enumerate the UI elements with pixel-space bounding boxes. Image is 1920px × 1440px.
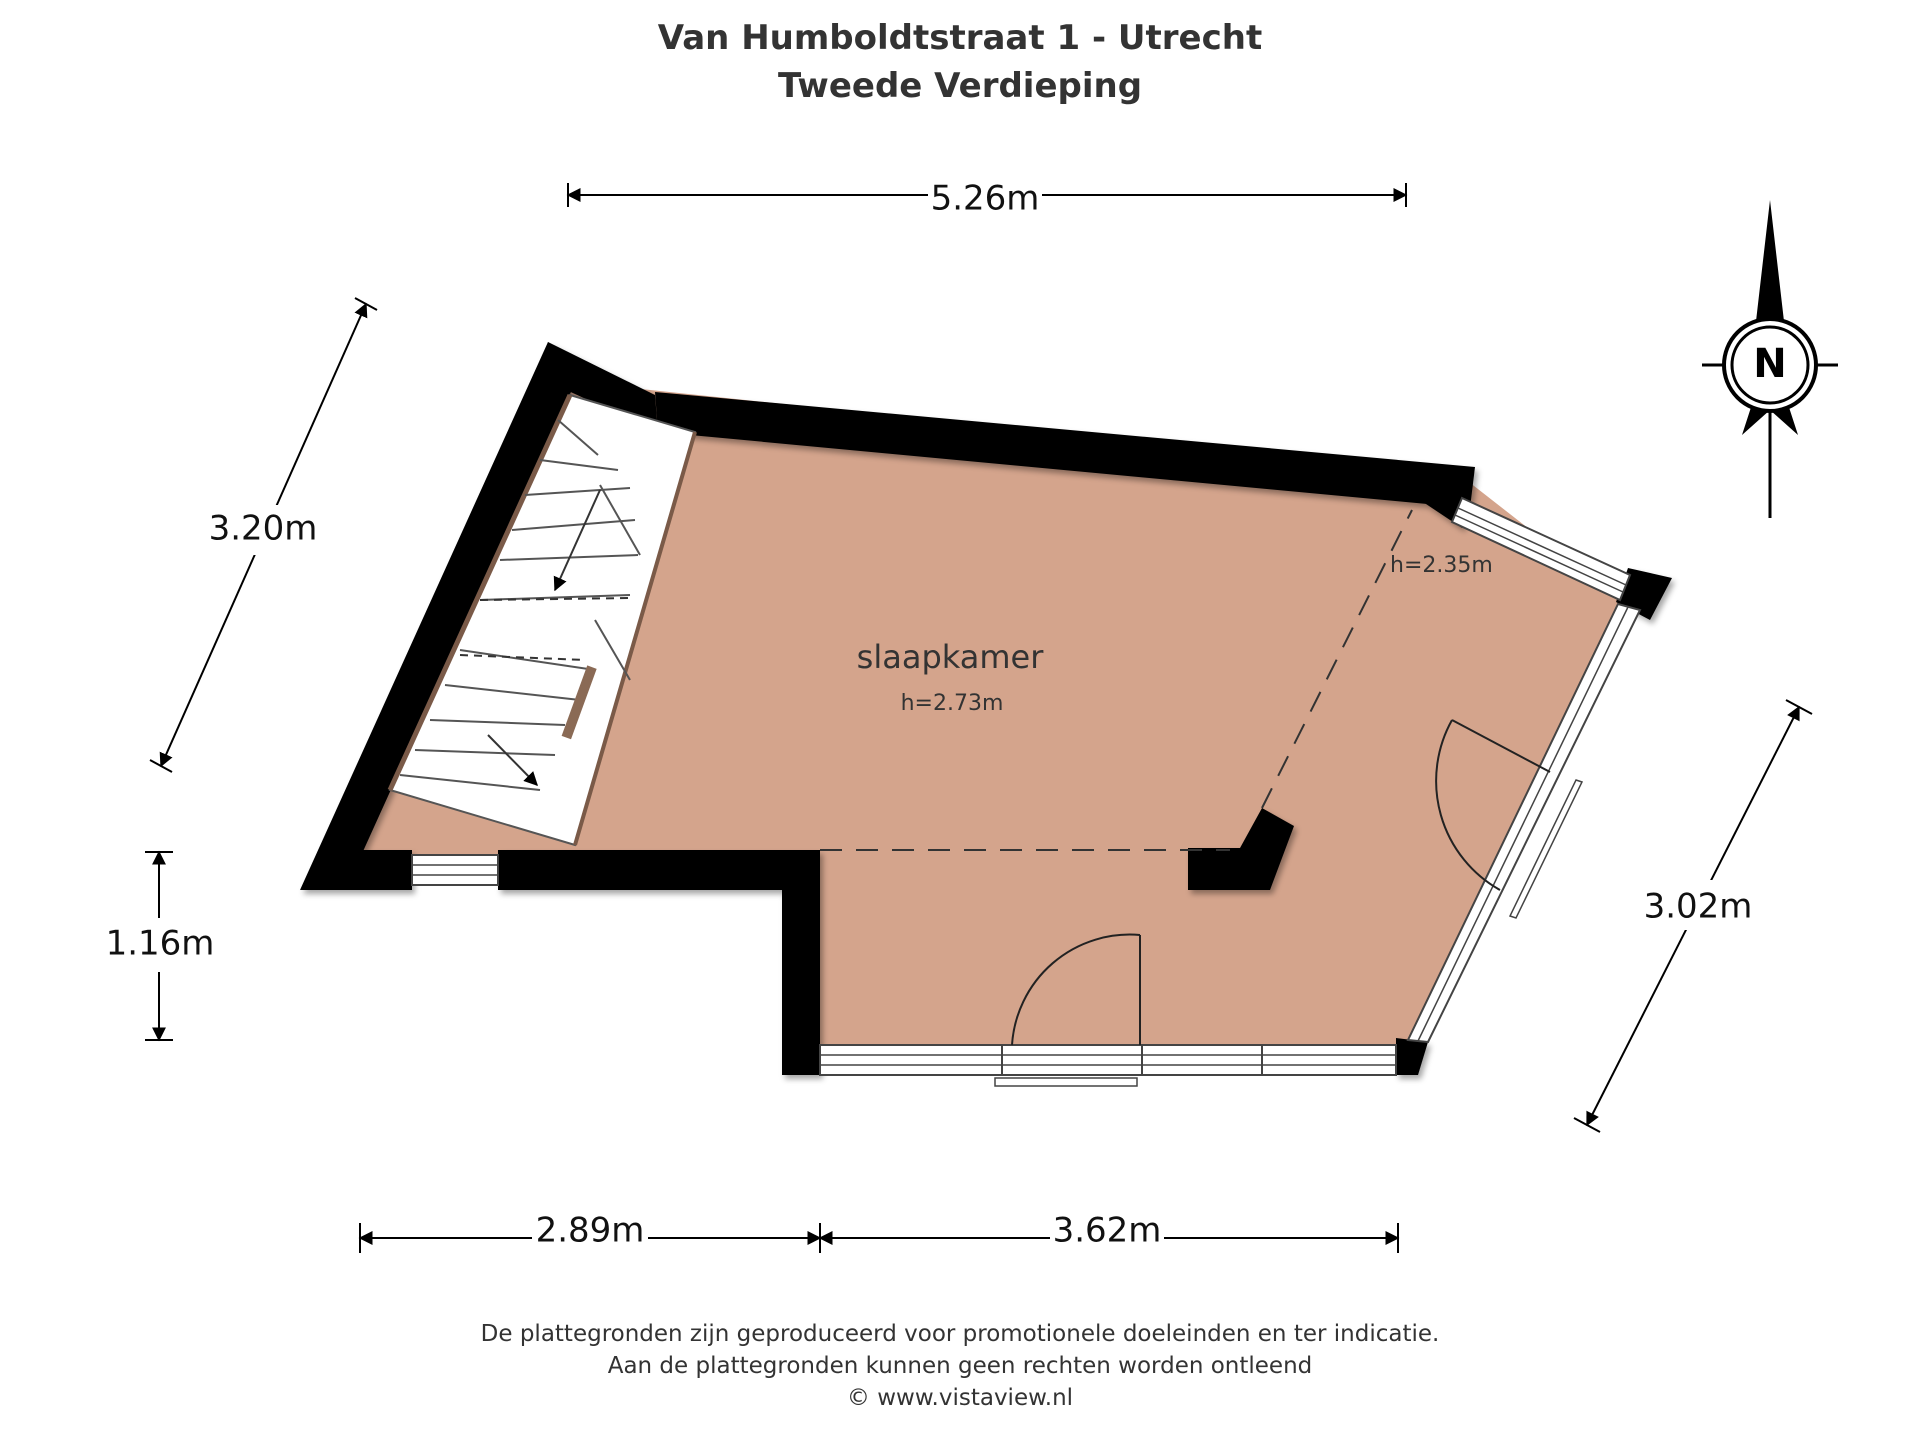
wall-right-corner-bottom	[1396, 1038, 1428, 1075]
window-bottom	[820, 1045, 1396, 1075]
plan-title: Van Humboldtstraat 1 - Utrecht	[657, 18, 1263, 58]
sloped-height: h=2.35m	[1390, 553, 1493, 578]
dimension-top	[568, 179, 1406, 219]
disclaimer-line-1: De plattegronden zijn geproduceerd voor promotionele doeleinden en ter indicatie.	[480, 1321, 1440, 1347]
dim-right-diagonal-label: 3.02m	[1643, 886, 1753, 927]
room-height: h=2.73m	[900, 691, 1004, 716]
window-bottom-sill	[995, 1078, 1137, 1086]
dimension-left-vertical	[106, 852, 215, 1040]
dim-left-diagonal-label: 3.20m	[208, 508, 318, 549]
room-name: slaapkamer	[856, 638, 1044, 676]
dimension-bottom-right	[820, 1211, 1398, 1254]
window-bottom-left	[412, 855, 498, 885]
floor-name: Tweede Verdieping	[777, 66, 1143, 106]
compass-label: N	[1753, 341, 1787, 387]
dimension-bottom-left	[360, 1211, 820, 1254]
north-arrow-icon	[1702, 200, 1838, 518]
dim-top-label: 5.26m	[930, 178, 1040, 219]
copyright: © www.vistaview.nl	[846, 1385, 1074, 1411]
disclaimer	[0, 1318, 1920, 1414]
wall-bottom-left-b	[498, 850, 820, 890]
dim-bottom-right-label: 3.62m	[1052, 1210, 1162, 1251]
dimension-right-diagonal	[1574, 700, 1812, 1132]
wall-bottom-corner	[782, 1045, 820, 1075]
disclaimer-line-2: Aan de plattegronden kunnen geen rechten worden ontleend	[607, 1353, 1313, 1379]
dimension-left-diagonal	[150, 298, 377, 772]
dim-bottom-left-label: 2.89m	[535, 1210, 645, 1251]
wall-bottom-step	[782, 850, 820, 1075]
dim-left-vertical-label: 1.16m	[105, 923, 215, 964]
